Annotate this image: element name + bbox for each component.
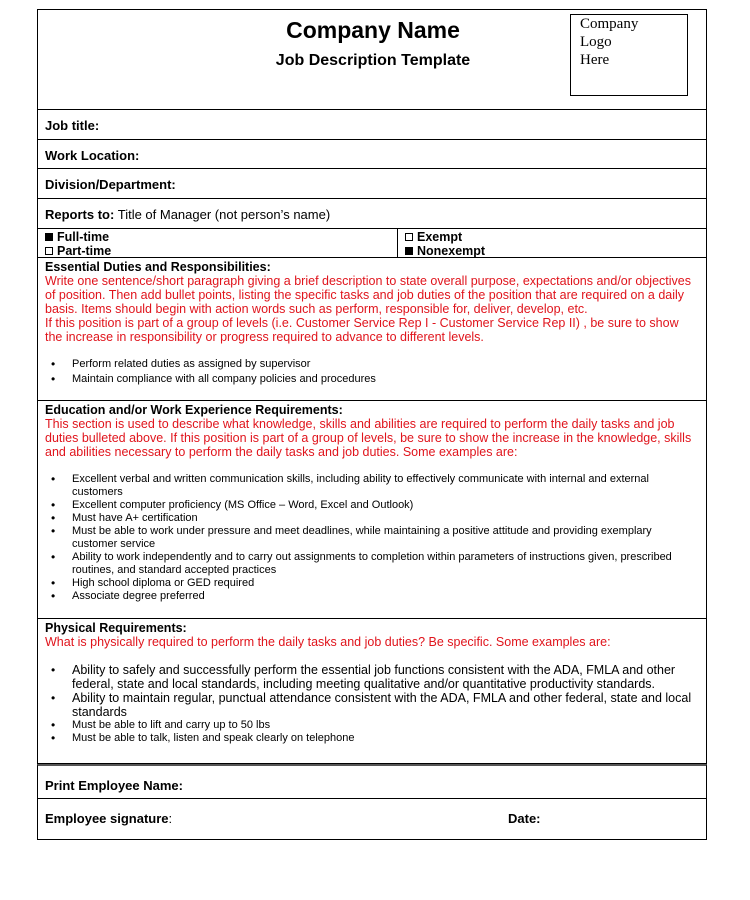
part-time-option[interactable] — [45, 244, 111, 258]
logo-line: Logo — [580, 34, 612, 50]
list-item: • Excellent verbal and written communication skills, including ability to effectively communicate with internal and external customers — [72, 473, 699, 499]
list-item: • Ability to safely and successfully perform the essential job functions consistent with the ADA, FMLA and other federal, state and local standards, including meeting qualitative and/or quantitative productivity standards. — [72, 663, 699, 691]
list-item: • Excellent computer proficiency (MS Office – Word, Excel and Outlook) — [72, 499, 699, 512]
nonexempt-option[interactable] — [405, 244, 485, 258]
list-item: • Perform related duties as assigned by supervisor — [72, 358, 699, 371]
duties-title: Essential Duties and Responsibilities: — [45, 260, 271, 274]
signature-label: Employee signature — [45, 811, 169, 826]
print-name-label: Print Employee Name: — [45, 778, 183, 793]
physical-instructions: What is physically required to perform the daily tasks and job duties? Be specific. Some examples are: — [45, 635, 611, 649]
full-time-option[interactable] — [45, 230, 109, 244]
division-row[interactable] — [37, 169, 707, 199]
full-time-label: Full-time — [57, 230, 110, 244]
list-item: • Associate degree preferred — [72, 590, 699, 603]
education-section — [37, 401, 707, 619]
list-item: • Ability to maintain regular, punctual attendance consistent with the ADA, FMLA and other federal, state and local standards — [72, 691, 699, 719]
list-item: • Ability to work independently and to carry out assignments to completion within parameters of instructions given, prescribed routines, and standard accepted practices — [72, 551, 699, 577]
job-description-form — [37, 9, 707, 840]
signature-colon: : — [168, 811, 173, 826]
company-name: Company Name — [286, 17, 460, 43]
work-location-row[interactable] — [37, 140, 707, 169]
signature-field — [45, 811, 172, 826]
work-location-label: Work Location: — [45, 148, 140, 163]
part-time-label: Part-time — [57, 244, 112, 258]
list-item: • Must have A+ certification — [72, 512, 699, 525]
unchecked-box-icon[interactable] — [405, 233, 413, 241]
document-title: Job Description Template — [275, 52, 471, 69]
reports-to-label: Reports to: — [45, 207, 115, 222]
division-label: Division/Department: — [45, 177, 176, 192]
logo-line: Here — [580, 52, 610, 68]
logo-line: Company — [580, 16, 639, 32]
form-header — [37, 9, 707, 110]
reports-to-field — [45, 207, 330, 222]
date-label: Date: — [508, 811, 541, 826]
checked-box-icon[interactable] — [45, 233, 53, 241]
duties-instructions: Write one sentence/short paragraph giving a brief description to state overall purpose, expectations and/or objectives of position. Then add bullet points, listing the specific tasks and job duties of the position that are required on a daily basis. Items should begin with action words such as perform, responsible for, deliver, develop, etc. — [45, 274, 691, 316]
signature-row[interactable] — [37, 799, 707, 840]
list-item: • High school diploma or GED required — [72, 577, 699, 590]
exempt-option[interactable] — [405, 230, 462, 244]
duties-list — [45, 358, 699, 386]
reports-to-row[interactable] — [37, 199, 707, 229]
physical-section — [37, 619, 707, 764]
list-item: • Must be able to lift and carry up to 50 lbs — [72, 719, 699, 732]
education-instructions: This section is used to describe what knowledge, skills and abilities are required to perform the daily tasks and job duties bulleted above. If this position is part of a group of levels, be sure to show the increase in the knowledge, skills and abilities necessary to perform the daily tasks and job duties. Some examples are: — [45, 417, 692, 459]
checked-box-icon[interactable] — [405, 247, 413, 255]
job-title-row[interactable] — [37, 110, 707, 140]
employment-type-row — [37, 229, 707, 258]
unchecked-box-icon[interactable] — [45, 247, 53, 255]
duties-section — [37, 258, 707, 401]
reports-to-value: Title of Manager (not person’s name) — [117, 207, 331, 222]
list-item: • Maintain compliance with all company policies and procedures — [72, 373, 699, 386]
company-logo-placeholder — [570, 14, 688, 96]
print-name-row[interactable] — [37, 764, 707, 799]
education-title: Education and/or Work Experience Requirements: — [45, 403, 343, 417]
physical-list — [45, 663, 699, 745]
nonexempt-label: Nonexempt — [417, 244, 486, 258]
list-item: • Must be able to talk, listen and speak clearly on telephone — [72, 732, 699, 745]
list-item: • Must be able to work under pressure and meet deadlines, while maintaining a positive attitude and providing exemplary customer service — [72, 525, 699, 551]
education-list — [45, 473, 699, 603]
job-title-label: Job title: — [45, 118, 100, 133]
exempt-label: Exempt — [417, 230, 463, 244]
duties-levels-note: If this position is part of a group of levels (i.e. Customer Service Rep I - Customer Service Rep II) , be sure to show the increase in responsibility or progress required to advance to different levels. — [45, 316, 679, 344]
physical-title: Physical Requirements: — [45, 621, 187, 635]
